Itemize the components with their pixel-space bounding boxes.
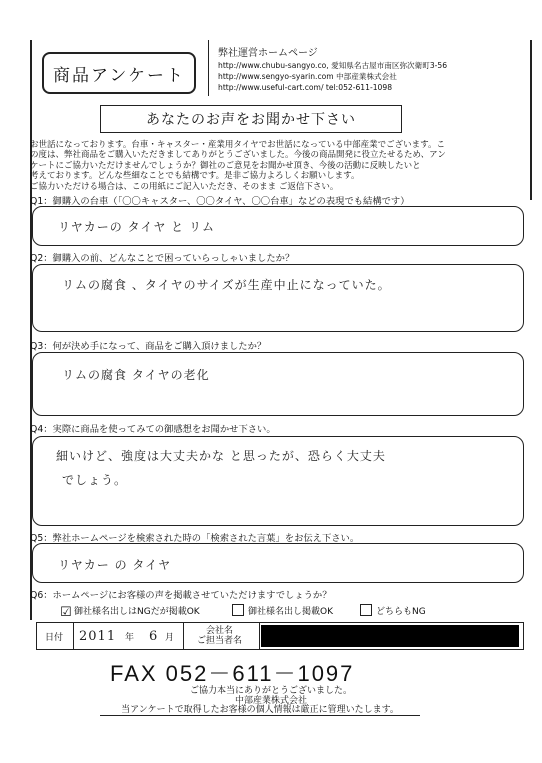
checkbox-icon[interactable] bbox=[360, 604, 372, 616]
company-person-labels bbox=[197, 623, 242, 649]
person-label: ご担当者名 bbox=[197, 636, 243, 646]
header-divider bbox=[208, 40, 209, 96]
month-label: 月 bbox=[165, 632, 175, 643]
company-label: 会社名 bbox=[206, 626, 234, 636]
q4-label: Q4：実際に商品を使ってみての御感想をお聞かせ下さい。 bbox=[30, 424, 276, 435]
url-list bbox=[218, 60, 447, 93]
banner-heading: あなたのお声をお聞かせ下さい bbox=[100, 105, 402, 133]
date-year[interactable]: 2011 bbox=[79, 628, 117, 644]
survey-title: 商品アンケート bbox=[42, 52, 196, 94]
q6-label: Q6：ホームページにお客様の声を掲載させていただけますでしょうか？ bbox=[30, 590, 332, 601]
q1-answer: リヤカーの タイヤ と リム bbox=[58, 220, 215, 234]
table-divider bbox=[183, 623, 184, 649]
checkbox-icon[interactable] bbox=[232, 604, 244, 616]
redacted-block bbox=[261, 625, 519, 647]
q5-answer: リヤカー の タイヤ bbox=[58, 558, 172, 572]
frame-right bbox=[530, 40, 532, 200]
q6-option-3[interactable] bbox=[360, 604, 426, 617]
intro-line-3: ケートにご協力いただけませんでしょうか？御社のご意見をお聞かせ頂き、今後の活動に反映したいと bbox=[30, 160, 421, 171]
fax-number: FAX 052－611－1097 bbox=[110, 661, 355, 686]
q6-option-2[interactable] bbox=[232, 604, 333, 617]
q2-answer: リムの腐食 、タイヤのサイズが生産中止になっていた。 bbox=[62, 278, 391, 292]
privacy-notice: 当アンケートで取得したお客様の個人情報は厳正に管理いたします。 bbox=[100, 702, 420, 716]
url-line-1: http://www.chubu-sangyo.co, 愛知県名古屋市南区弥次衛町3-56 bbox=[218, 61, 448, 70]
info-table bbox=[36, 622, 524, 650]
intro-line-4: 考えております。どんな些細なことでも結構です。是非ご協力よろしくお願いします。 bbox=[30, 171, 360, 182]
intro-line-5: ご協力いただける場合は、この用紙にご記入いただき、そのまま ご返信下さい。 bbox=[30, 181, 339, 192]
url-line-3: http://www.useful-cart.com/ tel:052-611-1098 bbox=[218, 83, 393, 92]
company-name: 中部産業株式会社 bbox=[234, 696, 307, 706]
url-line-2: http://www.sengyo-syarin.com 中部産業株式会社 bbox=[218, 72, 397, 81]
table-divider bbox=[73, 623, 74, 649]
thanks-message: ご協力本当にありがとうございました。 bbox=[189, 686, 352, 696]
q2-label: Q2：御購入の前、どんなことで困っていらっしゃいましたか？ bbox=[30, 253, 295, 264]
q6-option-1[interactable] bbox=[60, 604, 200, 618]
q1-label: Q1：御購入の台車（「〇〇キャスター、〇〇タイヤ、〇〇台車」などの表現でも結構です） bbox=[30, 196, 410, 207]
company-heading: 弊社運営ホームページ bbox=[218, 48, 318, 59]
q3-answer: リムの腐食 タイヤの老化 bbox=[62, 368, 210, 382]
q4-answer: 細いけど、強度は大丈夫かな と思ったが、恐らく大丈夫 bbox=[56, 449, 386, 463]
year-label: 年 bbox=[125, 632, 135, 643]
checked-checkbox-icon[interactable]: ☑ bbox=[60, 605, 72, 620]
q6-option-1-label: 御社様名出しはNGだが掲載OK bbox=[74, 607, 200, 617]
date-month[interactable]: 6 bbox=[149, 628, 159, 644]
date-label: 日付 bbox=[45, 632, 64, 643]
q6-option-3-label: どちらもNG bbox=[376, 607, 426, 617]
q3-answer-box[interactable] bbox=[32, 352, 524, 416]
q2-answer-box[interactable] bbox=[32, 264, 524, 332]
q3-label: Q3：何が決め手になって、商品をご購入頂けましたか？ bbox=[30, 341, 267, 352]
q4-answer-line-2: でしょう。 bbox=[62, 473, 128, 487]
q5-label: Q5：弊社ホームページを検索された時の「検索された言葉」をお伝え下さい。 bbox=[30, 533, 360, 544]
intro-line-1: お世話になっております。台車・キャスター・産業用タイヤでお世話になっている中部産業でございます。こ bbox=[30, 140, 445, 150]
intro-line-2: の度は、弊社商品をご購入いただきましてありがとうございました。今後の商品開発に役立たせるため、アン bbox=[30, 150, 446, 161]
intro-text bbox=[30, 140, 530, 192]
q6-option-2-label: 御社様名出し掲載OK bbox=[248, 607, 333, 617]
